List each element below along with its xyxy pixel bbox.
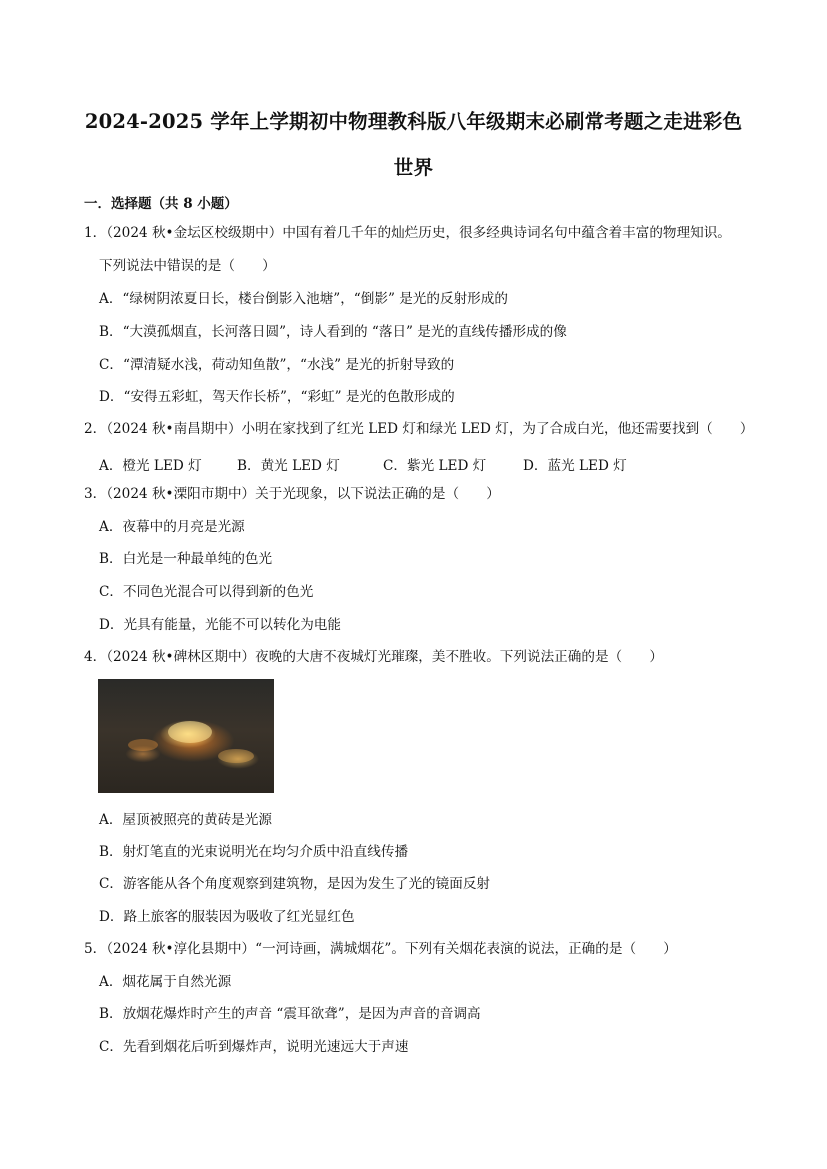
question-2-stem: 2．（2024 秋•南昌期中）小明在家找到了红光 LED 灯和绿光 LED 灯，为了合成白光，他还需要找到（ ） — [84, 421, 754, 437]
question-1-option-d: D．“安得五彩虹，驾天作长桥”，“彩虹” 是光的色散形成的 — [99, 389, 455, 405]
document-title-line-1: 2024-2025 学年上学期初中物理教科版八年级期末必刷常考题之走进彩色 — [84, 110, 743, 133]
section-heading: 一．选择题（共 8 小题） — [84, 196, 238, 212]
question-5-option-a: A．烟花属于自然光源 — [99, 974, 232, 990]
question-1-option-b: B．“大漠孤烟直，长河落日圆”，诗人看到的 “落日” 是光的直线传播形成的像 — [99, 324, 567, 340]
question-1-option-a: A．“绿树阴浓夏日长，楼台倒影入池塘”，“倒影” 是光的反射形成的 — [99, 291, 508, 307]
night-city-photo — [98, 679, 274, 793]
question-1-stem: 1．（2024 秋•金坛区校级期中）中国有着几千年的灿烂历史，很多经典诗词名句中蕴含着丰富的物理知识。 — [84, 225, 731, 241]
question-4-option-a: A．屋顶被照亮的黄砖是光源 — [99, 812, 272, 828]
question-3-option-b: B．白光是一种最单纯的色光 — [99, 551, 273, 567]
question-4-option-c: C．游客能从各个角度观察到建筑物，是因为发生了光的镜面反射 — [99, 876, 491, 892]
question-4-stem: 4．（2024 秋•碑林区期中）夜晚的大唐不夜城灯光璀璨，美不胜收。下列说法正确的是（ ） — [84, 649, 663, 665]
question-3-stem: 3．（2024 秋•溧阳市期中）关于光现象，以下说法正确的是（ ） — [84, 486, 500, 502]
question-5-stem: 5．（2024 秋•淳化县期中）“一河诗画，满城烟花”。下列有关烟花表演的说法，正确的是（ ） — [84, 941, 677, 957]
question-3-option-c: C．不同色光混合可以得到新的色光 — [99, 584, 314, 600]
question-4-option-d: D．路上旅客的服装因为吸收了红光显红色 — [99, 909, 355, 925]
document-title-line-2: 世界 — [393, 156, 434, 179]
question-2-option-b: B．黄光 LED 灯 — [237, 458, 340, 474]
question-1-stem-cont: 下列说法中错误的是（ ） — [99, 258, 276, 274]
question-1-option-c: C．“潭清疑水浅，荷动知鱼散”，“水浅” 是光的折射导致的 — [99, 357, 455, 373]
question-5-option-c: C．先看到烟花后听到爆炸声，说明光速远大于声速 — [99, 1039, 409, 1055]
question-3-option-a: A．夜幕中的月亮是光源 — [99, 519, 245, 535]
question-2-option-d: D．蓝光 LED 灯 — [523, 458, 627, 474]
question-3-option-d: D．光具有能量，光能不可以转化为电能 — [99, 617, 341, 633]
question-4-option-b: B．射灯笔直的光束说明光在均匀介质中沿直线传播 — [99, 844, 409, 860]
question-2-option-c: C．紫光 LED 灯 — [383, 458, 487, 474]
question-2-option-a: A．橙光 LED 灯 — [99, 458, 202, 474]
question-5-option-b: B．放烟花爆炸时产生的声音 “震耳欲聋”，是因为声音的音调高 — [99, 1006, 481, 1022]
